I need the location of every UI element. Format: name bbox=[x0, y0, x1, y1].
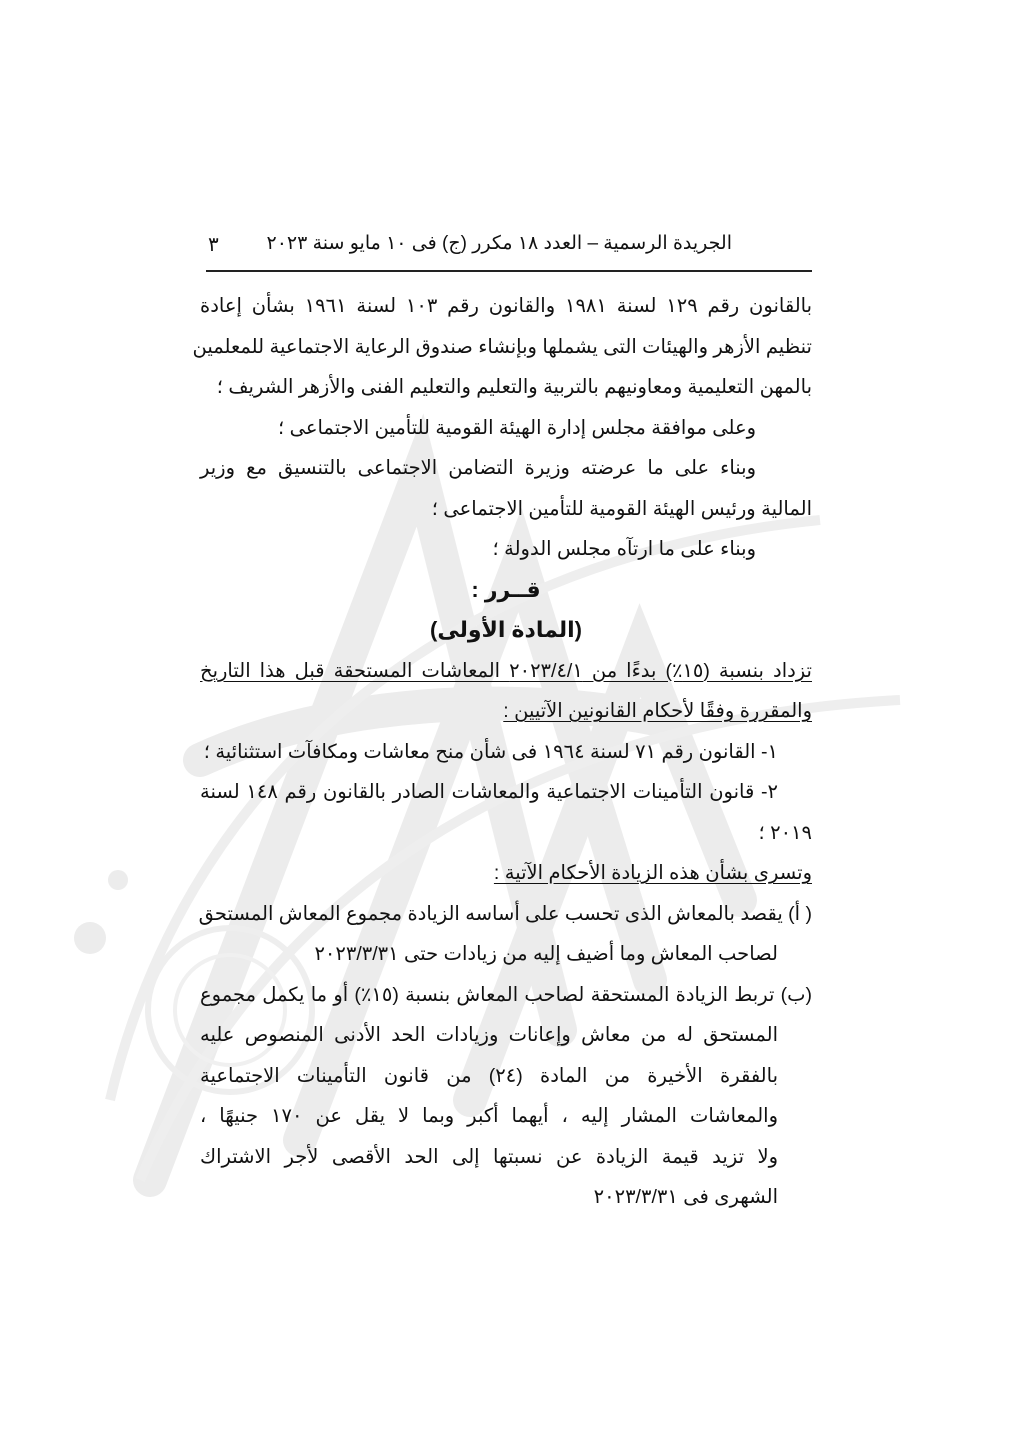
preamble-line: تنظيم الأزهر والهيئات التى يشملها وبإنشاء صندوق الرعاية الاجتماعية للمعلمين bbox=[192, 335, 812, 358]
provision-a-line: ( أ) يقصد بالمعاش الذى تحسب على أساسه الزيادة مجموع المعاش المستحق bbox=[198, 902, 812, 925]
preamble-line: بالقانون رقم ١٢٩ لسنة ١٩٨١ والقانون رقم ١٠٣ لسنة ١٩٦١ بشأن إعادة bbox=[200, 295, 812, 317]
provision-a-line: لصاحب المعاش وما أضيف إليه من زيادات حتى ٢٠٢٣/٣/٣١ bbox=[314, 943, 778, 965]
provision-b-line: المستحق له من معاش وإعانات وزيادات الحد الأدنى المنصوص عليه bbox=[200, 1024, 778, 1046]
law-item: ١- القانون رقم ٧١ لسنة ١٩٦٤ فى شأن منح معاشات ومكافآت استثنائية ؛ bbox=[203, 740, 778, 763]
approval-line: وعلى موافقة مجلس إدارة الهيئة القومية للتأمين الاجتماعى ؛ bbox=[277, 416, 756, 439]
proposal-line: المالية ورئيس الهيئة القومية للتأمين الاجتماعى ؛ bbox=[431, 497, 812, 520]
document-page bbox=[192, 0, 812, 1440]
page-number: ٣ bbox=[208, 234, 219, 256]
page-header bbox=[200, 232, 812, 266]
preamble-line: بالمهن التعليمية ومعاونيهم بالتربية والتعليم والتعليم الفنى والأزهر الشريف ؛ bbox=[216, 376, 812, 398]
watermark-dot bbox=[74, 922, 106, 954]
provision-b-line: (ب) تربط الزيادة المستحقة لصاحب المعاش بنسبة (١٥٪) أو ما يكمل مجموع bbox=[200, 983, 812, 1006]
decision-heading: قــرر : bbox=[471, 576, 541, 602]
document-body bbox=[192, 286, 812, 1218]
provision-b-line: بالفقرة الأخيرة من المادة (٢٤) من قانون التأمينات الاجتماعية bbox=[200, 1064, 778, 1087]
gazette-title: الجريدة الرسمية – العدد ١٨ مكرر (ج) فى ١٠ مايو سنة ٢٠٢٣ bbox=[266, 233, 732, 254]
proposal-line: وبناء على ما عرضته وزيرة التضامن الاجتماعى بالتنسيق مع وزير bbox=[200, 457, 756, 479]
header-rule bbox=[206, 270, 812, 272]
provision-b-line: ولا تزيد قيمة الزيادة عن نسبتها إلى الحد الأقصى لأجر الاشتراك bbox=[200, 1145, 778, 1168]
provisions-intro: وتسرى بشأن هذه الزيادة الأحكام الآتية : bbox=[493, 862, 812, 884]
provision-b-line: والمعاشات المشار إليه ، أيهما أكبر وبما لا يقل عن ١٧٠ جنيهًا ، bbox=[200, 1105, 778, 1127]
provision-b-line: الشهرى فى ٢٠٢٣/٣/٣١ bbox=[593, 1186, 778, 1208]
article-intro-line: تزداد بنسبة (١٥٪) بدءًا من ٢٠٢٣/٤/١ المعاشات المستحقة قبل هذا التاريخ bbox=[200, 659, 812, 682]
watermark-dot bbox=[108, 870, 128, 890]
law-item: ٢- قانون التأمينات الاجتماعية والمعاشات الصادر بالقانون رقم ١٤٨ لسنة bbox=[200, 781, 778, 803]
law-item-continuation: ٢٠١٩ ؛ bbox=[758, 821, 812, 844]
article-title: (المادة الأولى) bbox=[430, 617, 582, 642]
council-line: وبناء على ما ارتآه مجلس الدولة ؛ bbox=[492, 538, 756, 560]
article-intro-line: والمقررة وفقًا لأحكام القانونين الآتيين : bbox=[503, 700, 812, 722]
